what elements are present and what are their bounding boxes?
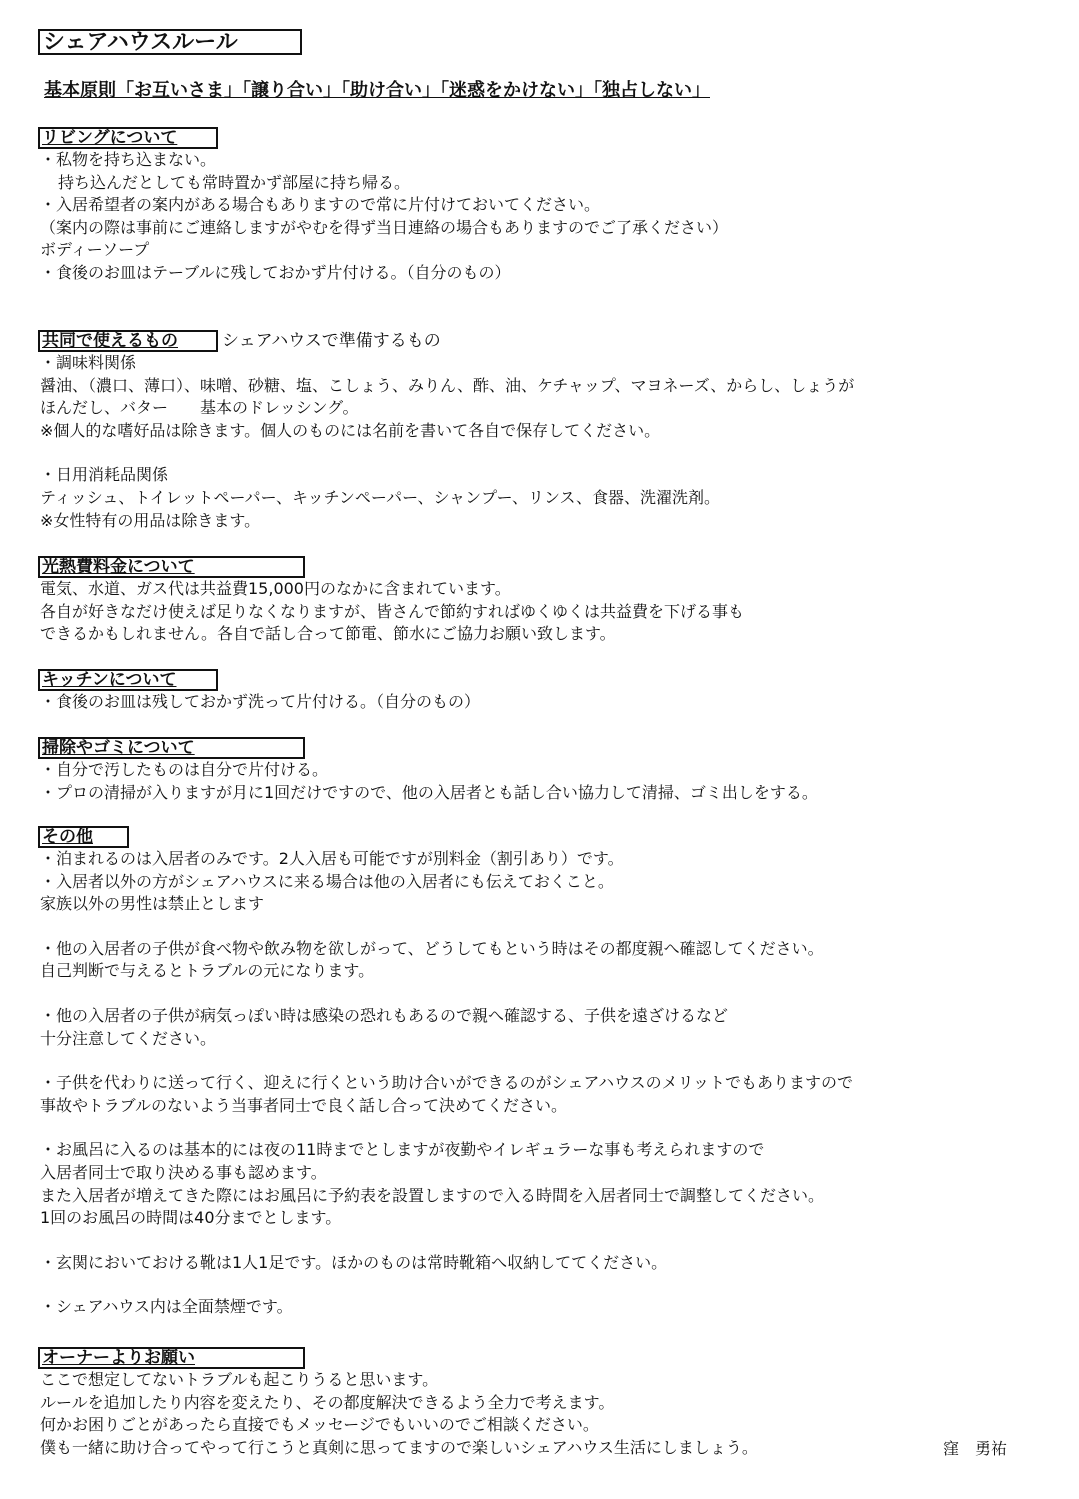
section-heading-shared: 共同で使えるもの [38,330,218,352]
list-item: ※女性特有の用品は除きます。 [40,510,261,530]
list-item: ・玄関においておける靴は1人1足です。ほかのものは常時靴箱へ収納しててください。 [40,1252,668,1272]
list-item: また入居者が増えてきた際にはお風呂に予約表を設置しますので入る時間を入居者同士で調整してください。 [40,1185,825,1205]
list-item: ・入居者以外の方がシェアハウスに来る場合は他の入居者にも伝えておくこと。 [40,871,614,891]
section-heading-other: その他 [38,826,129,848]
section-other [38,826,1038,1319]
list-item: ・私物を持ち込まない。 [40,150,217,169]
list-item: ほんだし、バター 基本のドレッシング。 [40,398,359,418]
section-heading-living: リビングについて [38,127,218,149]
list-item: ここで想定してないトラブルも起こりうると思います。 [40,1370,439,1389]
list-item: ・入居希望者の案内がある場合もありますので常に片付けておいてください。 [40,195,601,215]
list-item: 何かお困りごとがあったら直接でもメッセージでもいいのでご相談ください。 [40,1415,599,1435]
section-heading-kitchen: キッチンについて [38,669,218,691]
list-item: 僕も一緒に助け合ってやって行こうと真剣に思ってますので楽しいシェアハウス生活にしましょう。 [40,1437,758,1457]
list-item: 1回のお風呂の時間は40分までとします。 [40,1208,342,1228]
section-utilities [38,556,1038,646]
list-item: 事故やトラブルのないよう当事者同士で良く話し合って決めてください。 [40,1095,568,1115]
section-living [38,127,1038,285]
list-item: 持ち込んだとしても常時置かず部屋に持ち帰る。 [58,172,411,192]
list-item: 電気、水道、ガス代は共益費15,000円のなかに含まれています。 [40,579,511,598]
section-kitchen [38,669,1038,714]
list-item: 自己判断で与えるとトラブルの元になります。 [40,961,375,981]
list-item: できるかもしれません。各自で話し合って節電、節水にご協力お願い致します。 [40,624,616,644]
list-item: ・子供を代わりに送って行く、迎えに行くという助け合いができるのがシェアハウスのメリットでもありますので [40,1073,853,1093]
section-shared [38,330,1038,532]
shared-note: シェアハウスで準備するもの [222,331,441,351]
list-item: ルールを追加したり内容を変えたり、その都度解決できるよう全力で考えます。 [40,1392,615,1412]
list-item: ・他の入居者の子供が病気っぽい時は感染の恐れもあるので親へ確認する、子供を遠ざけるなど [40,1005,729,1025]
section-heading-cleaning: 掃除やゴミについて [38,737,305,759]
list-item: （案内の際は事前にご連絡しますがやむを得ず当日連絡の場合もありますのでご了承ください） [40,217,729,237]
section-heading-utilities: 光熱費料金について [38,556,305,578]
list-item: ・お風呂に入るのは基本的には夜の11時までとしますが夜勤やイレギュラーな事も考えられますので [40,1140,765,1160]
list-item: ・他の入居者の子供が食べ物や飲み物を欲しがって、どうしてもという時はその都度親へ確認してください。 [40,938,824,958]
list-item: ・日用消耗品関係 [40,465,169,485]
list-item: ・プロの清掃が入りますが月に1回だけですので、他の入居者とも話し合い協力して清掃、ゴミ出しをする。 [40,782,818,802]
list-item: 各自が好きなだけ使えば足りなくなりますが、皆さんで節約すればゆくゆくは共益費を下げる事も [40,601,745,621]
list-item: ・自分で汚したものは自分で片付ける。 [40,760,329,779]
section-owner [38,1347,1038,1459]
list-item: ※個人的な嗜好品は除きます。個人のものには名前を書いて各自で保存してください。 [40,420,661,440]
list-item: 醤油、（濃口、薄口）、味噌、砂糖、塩、こしょう、みりん、酢、油、ケチャップ、マヨネーズ、からし、しょうが [40,375,855,395]
list-item: ・食後のお皿は残しておかず洗って片付ける。（自分のもの） [40,692,481,711]
list-item: ・シェアハウス内は全面禁煙です。 [40,1297,293,1317]
section-heading-owner: オーナーよりお願い [38,1347,305,1369]
document-title: シェアハウスルール [38,29,302,55]
basic-principles: 基本原則「お互いさま」「譲り合い」「助け合い」「迷惑をかけない」「独占しない」 [44,80,710,101]
list-item: ・泊まれるのは入居者のみです。2人入居も可能ですが別料金（割引あり）です。 [40,849,624,868]
owner-signature: 窪 勇祐 [942,1439,1007,1458]
list-item: 十分注意してください。 [40,1028,217,1048]
list-item: ボディーソープ [40,240,150,260]
list-item: ・食後のお皿はテーブルに残しておかず片付ける。（自分のもの） [40,262,511,282]
list-item: ティッシュ、トイレットペーパー、キッチンペーパー、シャンプー、リンス、食器、洗濯洗剤。 [40,487,721,507]
section-cleaning [38,737,1038,804]
list-item: 入居者同士で取り決める事も認めます。 [40,1162,327,1182]
list-item: 家族以外の男性は禁止とします [40,894,265,914]
list-item: ・調味料関係 [40,353,137,372]
